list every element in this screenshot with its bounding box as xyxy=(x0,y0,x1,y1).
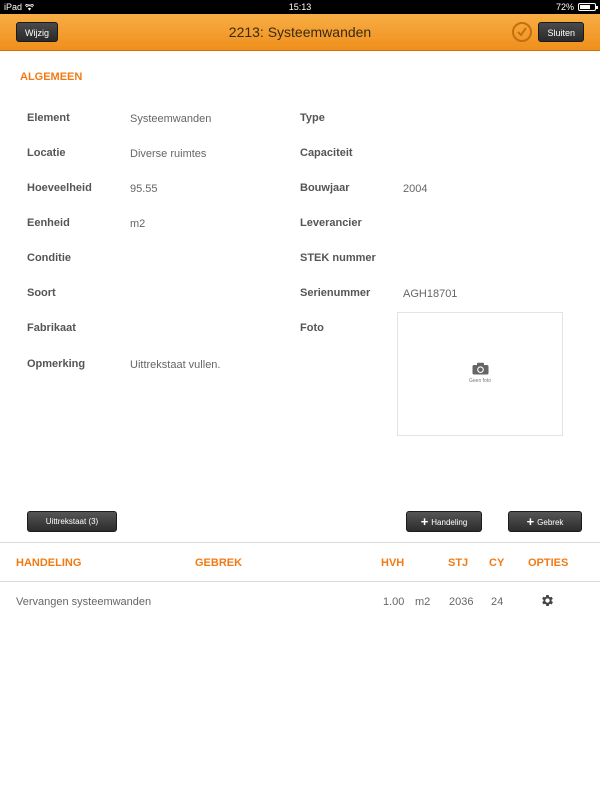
edit-button[interactable]: Wijzig xyxy=(16,22,58,42)
field-label-type: Type xyxy=(300,112,325,124)
add-gebrek-button[interactable] xyxy=(508,511,582,532)
plus-icon: + xyxy=(526,514,535,529)
close-button[interactable]: Sluiten xyxy=(538,22,584,42)
table-header-divider xyxy=(0,581,600,582)
field-label-fabrikaat: Fabrikaat xyxy=(27,322,76,334)
clock: 15:13 xyxy=(288,2,312,12)
plus-icon: + xyxy=(420,514,429,529)
field-value-hoeveelheid: 95.55 xyxy=(130,183,158,195)
field-label-bouwjaar: Bouwjaar xyxy=(300,182,350,194)
check-circle-icon[interactable] xyxy=(512,22,532,42)
status-bar xyxy=(0,0,600,14)
field-value-opmerking: Uittrekstaat vullen. xyxy=(130,359,221,371)
field-value-locatie: Diverse ruimtes xyxy=(130,148,207,160)
field-label-capaciteit: Capaciteit xyxy=(300,147,353,159)
field-value-serienummer: AGH18701 xyxy=(403,288,458,300)
column-header-gebrek: GEBREK xyxy=(195,557,243,569)
uittrekstaat-button[interactable] xyxy=(27,511,117,532)
device-name: iPad xyxy=(4,2,23,12)
cell-handeling: Vervangen systeemwanden xyxy=(16,596,152,608)
column-header-stj: STJ xyxy=(448,557,469,569)
photo-placeholder[interactable] xyxy=(397,312,563,436)
gear-icon[interactable] xyxy=(540,593,555,608)
navigation-bar xyxy=(0,14,600,51)
field-label-foto: Foto xyxy=(300,322,324,334)
field-label-locatie: Locatie xyxy=(27,147,66,159)
field-value-eenheid: m2 xyxy=(130,218,146,230)
uittrekstaat-label: Uittrekstaat (3) xyxy=(45,517,99,526)
table-top-divider xyxy=(0,542,600,543)
battery-indicator xyxy=(556,0,596,14)
field-label-soort: Soort xyxy=(27,287,56,299)
field-value-element: Systeemwanden xyxy=(130,113,212,125)
cell-unit: m2 xyxy=(415,596,431,608)
field-value-bouwjaar: 2004 xyxy=(403,183,428,195)
column-header-handeling: HANDELING xyxy=(16,557,82,569)
section-title: ALGEMEEN xyxy=(20,71,83,83)
column-header-opties: OPTIES xyxy=(528,557,569,569)
field-label-conditie: Conditie xyxy=(27,252,71,264)
field-label-hoeveelheid: Hoeveelheid xyxy=(27,182,92,194)
gebrek-label: Gebrek xyxy=(537,518,564,527)
field-label-element: Element xyxy=(27,112,70,124)
field-label-stek-nummer: STEK nummer xyxy=(300,252,376,264)
handeling-label: Handeling xyxy=(431,518,468,527)
column-header-cy: CY xyxy=(489,557,505,569)
field-label-eenheid: Eenheid xyxy=(27,217,70,229)
column-header-hvh: HVH xyxy=(381,557,405,569)
field-label-opmerking: Opmerking xyxy=(27,358,86,370)
field-label-leverancier: Leverancier xyxy=(300,217,362,229)
page-title: 2213: Systeemwanden xyxy=(228,24,372,40)
camera-icon xyxy=(472,362,489,375)
add-handeling-button[interactable] xyxy=(406,511,482,532)
photo-caption: Geen foto xyxy=(469,378,491,384)
battery-icon xyxy=(578,3,596,11)
battery-percent: 72% xyxy=(555,2,574,12)
cell-cy: 24 xyxy=(491,596,504,608)
cell-hvh: 1.00 xyxy=(383,596,405,608)
cell-stj: 2036 xyxy=(449,596,474,608)
field-label-serienummer: Serienummer xyxy=(300,287,371,299)
